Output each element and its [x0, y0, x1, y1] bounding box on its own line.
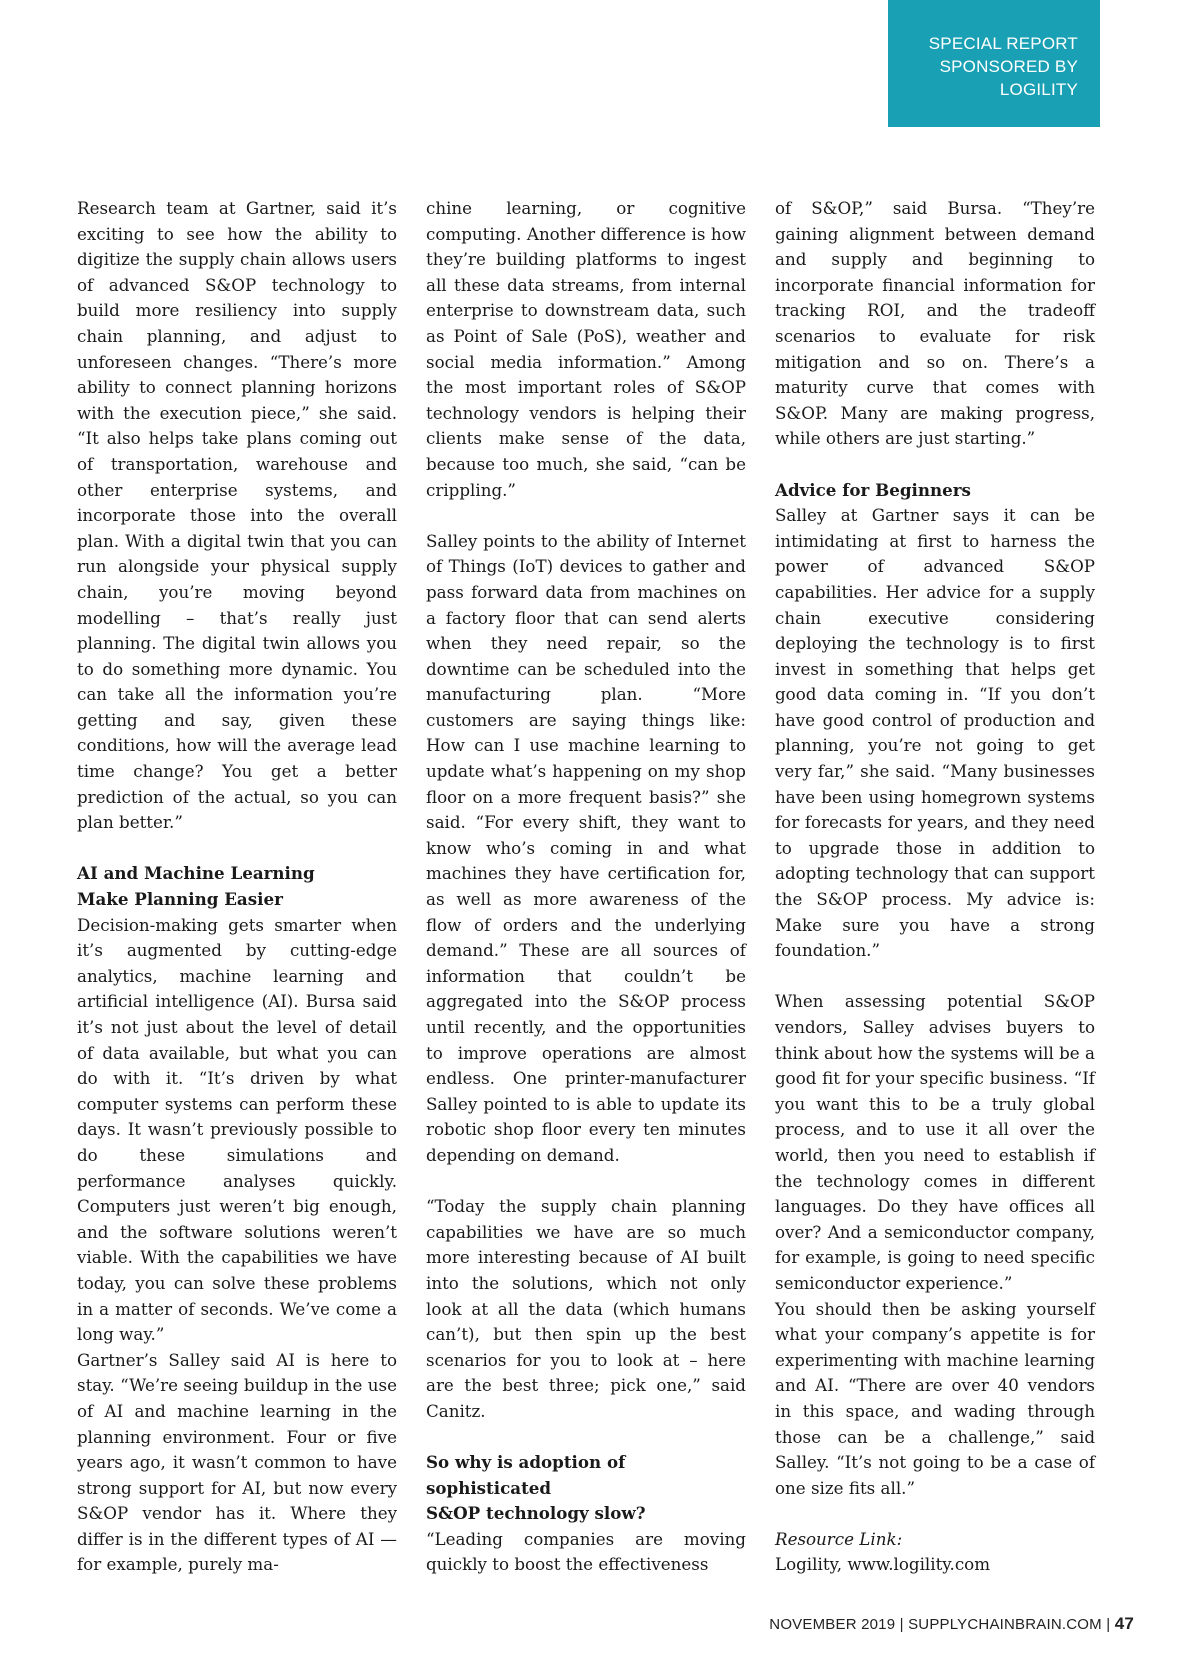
- paragraph: chine learning, or cognitive computing. Another difference is how they’re building platforms to ingest all these data streams, from internal enterprise to downstream data, such as Point of Sale (PoS), weather and social media information.” Among the most important roles of S&OP technology vendors is helping their clients make sense of the data, because too much, she said, “can be crippling.”: [426, 198, 746, 500]
- page-footer: [769, 1614, 1134, 1634]
- heading-line: So why is adoption of sophisticated: [426, 1452, 626, 1498]
- section-heading-ai: [77, 861, 397, 912]
- article-column-3: [775, 196, 1095, 1578]
- section-heading-beginners: Advice for Beginners: [775, 479, 971, 500]
- special-report-badge: [888, 0, 1100, 127]
- paragraph: Decision-making gets smarter when it’s augmented by cutting-edge analytics, machine learning and artificial intelligence (AI). Bursa said it’s not just about the level of detail of data available, but what you can do with it. “It’s driven by what computer systems can perform these days. It wasn’t previously possible to do these simulations and performance analyses quickly. Computers just weren’t big enough, and the software solutions weren’t viable. With the capabilities we have today, you can solve these problems in a matter of seconds. We’ve come a long way.”: [77, 914, 397, 1345]
- heading-line: Make Planning Easier: [77, 889, 283, 910]
- badge-line-1: SPECIAL REPORT: [928, 34, 1078, 53]
- paragraph: Gartner’s Salley said AI is here to stay. “We’re seeing buildup in the use of AI and machine learning in the planning environment. Four or five years ago, it wasn’t common to have strong support for AI, but now every S&OP vendor has it. Where they differ is in the different types of AI — for example, purely ma-: [77, 1349, 397, 1575]
- paragraph: of S&OP,” said Bursa. “They’re gaining alignment between demand and supply and beginning to incorporate financial information for tracking ROI, and the tradeoff scenarios to evaluate for risk mitigation and so on. There’s a maturity curve that comes with S&OP. Many are making progress, while others are just starting.”: [775, 198, 1095, 449]
- badge-line-2: SPONSORED BY: [939, 57, 1078, 76]
- paragraph: When assessing potential S&OP vendors, Salley advises buyers to think about how the systems will be a good fit for your specific business. “If you want this to be a truly global process, and to use it all over the world, then you need to establish if the technology comes in different languages. Do they have offices all over? And a semiconductor company, for example, is going to need specific semiconductor experience.”: [775, 991, 1095, 1293]
- badge-line-3: LOGILITY: [999, 80, 1078, 99]
- paragraph: You should then be asking yourself what your company’s appetite is for experimenting with machine learning and AI. “There are over 40 vendors in this space, and wading through those can be a challenge,” said Salley. “It’s not going to be a case of one size fits all.”: [775, 1298, 1095, 1498]
- page-number: 47: [1114, 1614, 1134, 1633]
- paragraph: Salley at Gartner says it can be intimidating at first to harness the power of advanced S&OP capabilities. Her advice for a supply chain executive considering deploying the technology is to first invest in something that helps get good data coming in. “If you don’t have good control of production and planning, you’re not going to get very far,” she said. “Many businesses have been using homegrown systems for forecasts for years, and they need to upgrade those in addition to adopting technology that can support the S&OP process. My advice is: Make sure you have a strong foundation.”: [775, 505, 1095, 961]
- article-column-1: [77, 196, 397, 1578]
- section-heading-adoption: [426, 1450, 746, 1527]
- footer-issue: NOVEMBER 2019 | SUPPLYCHAINBRAIN.COM |: [769, 1616, 1115, 1633]
- heading-line: AI and Machine Learning: [77, 863, 315, 884]
- resource-label: Resource Link:: [775, 1528, 903, 1549]
- resource-link[interactable]: Logility, www.logility.com: [775, 1554, 991, 1575]
- heading-line: S&OP technology slow?: [426, 1503, 646, 1524]
- article-column-2: [426, 196, 746, 1578]
- paragraph: “Today the supply chain planning capabilities we have are so much more interesting because of AI built into the solutions, which not only look at all the data (which humans can’t), but then spin up the best scenarios for you to look at – here are the best three; pick one,” said Canitz.: [426, 1196, 746, 1421]
- paragraph: Research team at Gartner, said it’s exciting to see how the ability to digitize the supply chain allows users of advanced S&OP technology to build more resiliency into supply chain planning, and adjust to unforeseen changes. “There’s more ability to connect planning horizons with the execution piece,” she said. “It also helps take plans coming out of transportation, warehouse and other enterprise systems, and incorporate those into the overall plan. With a digital twin that you can run alongside your physical supply chain, you’re moving beyond modelling – that’s really just planning. The digital twin allows you to do something more dynamic. You can take all the information you’re getting and say, given these conditions, how will the average lead time change? You get a better prediction of the actual, so you can plan better.”: [77, 198, 397, 833]
- paragraph: “Leading companies are moving quickly to boost the effectiveness: [426, 1528, 746, 1575]
- paragraph: Salley points to the ability of Internet of Things (IoT) devices to gather and pass forward data from machines on a factory floor that can send alerts when they need repair, so the downtime can be scheduled into the manufacturing plan. “More customers are saying things like: How can I use machine learning to update what’s happening on my shop floor on a more frequent basis?” she said. “For every shift, they want to know who’s coming in and what machines they have certification for, as well as more awareness of the flow of orders and the underlying demand.” These are all sources of information that couldn’t be aggregated into the S&OP process until recently, and the opportunities to improve operations are almost endless. One printer-manufacturer Salley pointed to is able to update its robotic shop floor every ten minutes depending on demand.: [426, 530, 746, 1165]
